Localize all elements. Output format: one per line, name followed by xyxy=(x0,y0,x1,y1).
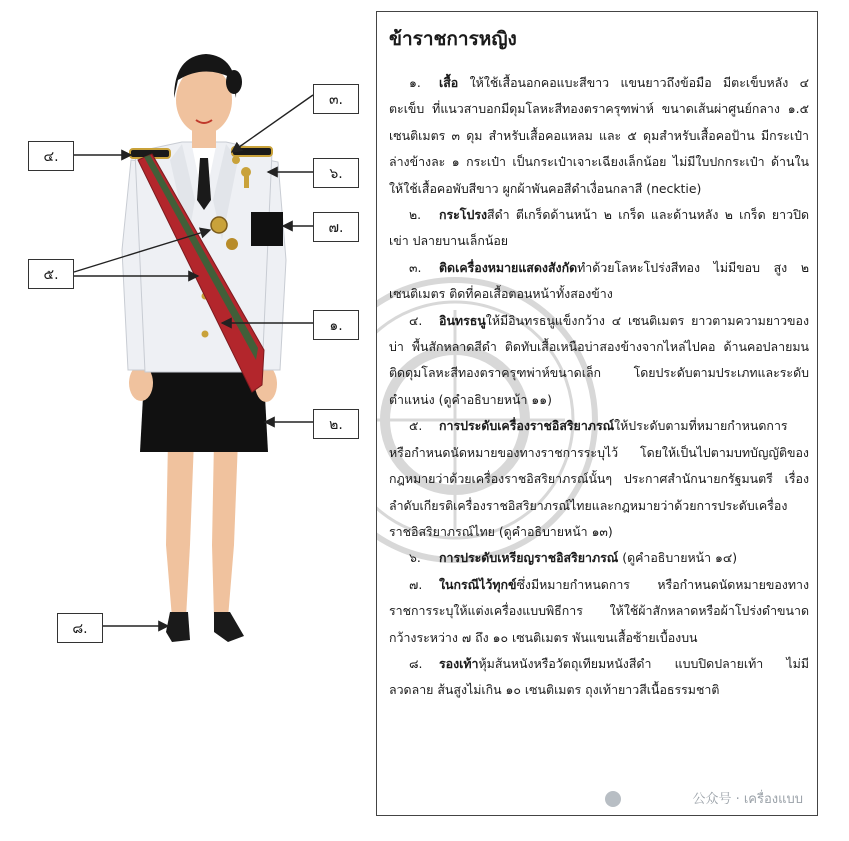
list-item: ๗. ในกรณีไว้ทุกข์ซึ่งมีหมายกำหนดการ หรือกำหนดนัดหมายของทางราชการระบุให้แต่งเครื่องแบบพิธีการ ให้ใช้ผ้าสักหลาดหรือผ้าโปร่งดำขนาดกว้างระหว่าง ๗ ถึง ๑๐ เซนติเมตร พันแขนเสื้อซ้ายเบื้องบน xyxy=(389,576,809,645)
list-item: ๔. อินทรธนูให้มีอินทรธนูแข็งกว้าง ๔ เซนติเมตร ยาวตามความยาวของบ่า พื้นสักหลาดสีดำ ติดทับเสื้อเหนือบ่าสองข้างจากไหล่ไปคอ ด้านคอปลายมนติดดุมโลหะสีทองตราครุฑพ่าห์ขนาดเล็ก โดยประดับตามประเภทและระดับตำแหน่ง (ดูคำอธิบายหน้า ๑๑) xyxy=(389,312,809,407)
callout-5: ๕. xyxy=(28,259,74,289)
wechat-icon xyxy=(605,791,621,807)
callout-1: ๑. xyxy=(313,310,359,340)
callout-2: ๒. xyxy=(313,409,359,439)
arrow-3 xyxy=(232,95,313,152)
description-panel xyxy=(376,11,818,816)
list-item: ๕. การประดับเครื่องราชอิสริยาภรณ์ให้ประดับตามที่หมายกำหนดการหรือกำหนดนัดหมายของทางราชการระบุไว้ โดยให้เป็นไปตามบทบัญญัติของกฎหมายว่าด้วยเครื่องราชอิสริยาภรณ์นั้นๆ ประกาศสำนักนายกรัฐมนตรี เรื่องลำดับเกียรติเครื่องราชอิสริยาภรณ์ไทยและกฎหมายว่าด้วยการประดับเครื่องราชอิสริยาภรณ์ไทย (ดูคำอธิบายหน้า ๑๓) xyxy=(389,418,809,539)
list-item: ๘. รองเท้าหุ้มส้นหนังหรือวัตถุเทียมหนังสีดำ แบบปิดปลายเท้า ไม่มีลวดลาย ส้นสูงไม่เกิน ๑๐ เซนติเมตร ถุงเท้ายาวสีเนื้อธรรมชาติ xyxy=(389,655,809,698)
list-item: ๑. เสื้อ ให้ใช้เสื้อนอกคอแบะสีขาว แขนยาวถึงข้อมือ มีตะเข็บหลัง ๔ ตะเข็บ ที่แนวสาบอกมีดุมโลหะสีทองตราครุฑพ่าห์ ขนาดเส้นผ่าศูนย์กลาง ๑.๕ เซนติเมตร ๓ ดุม สำหรับเสื้อคอแหลม และ ๕ ดุมสำหรับเสื้อคอป้าน มีกระเป๋าล่างข้างละ ๑ กระเป๋า เป็นกระเป๋าเจาะเฉียงเล็กน้อย ไม่มีใบปกกระเป๋า ด้านในให้ใช้เสื้อคอพับสีขาว ผูกผ้าพันคอสีดำเงื่อนกลาสี (necktie) xyxy=(389,75,809,196)
callout-6: ๖. xyxy=(313,158,359,188)
arrow-5a xyxy=(74,230,210,272)
panel-title: ข้าราชการหญิง xyxy=(389,28,517,50)
callout-8: ๘. xyxy=(57,613,103,643)
item-list xyxy=(389,70,809,704)
list-item: ๓. ติดเครื่องหมายแสดงสังกัดทำด้วยโลหะโปร่งสีทอง ไม่มีขอบ สูง ๒ เซนติเมตร ติดที่คอเสื้อตอนหน้าทั้งสองข้าง xyxy=(389,259,809,302)
callout-7: ๗. xyxy=(313,212,359,242)
uniform-figure xyxy=(0,0,372,837)
callout-3: ๓. xyxy=(313,84,359,114)
watermark-text: 公众号 · เครื่องแบบ xyxy=(692,792,803,807)
list-item: ๖. การประดับเหรียญราชอิสริยาภรณ์ (ดูคำอธิบายหน้า ๑๔) xyxy=(409,550,738,566)
list-item: ๒. กระโปรงสีดำ ตีเกร็ดด้านหน้า ๒ เกร็ด และด้านหลัง ๒ เกร็ด ยาวปิดเข่า ปลายบานเล็กน้อย xyxy=(389,207,809,249)
callout-4: ๔. xyxy=(28,141,74,171)
